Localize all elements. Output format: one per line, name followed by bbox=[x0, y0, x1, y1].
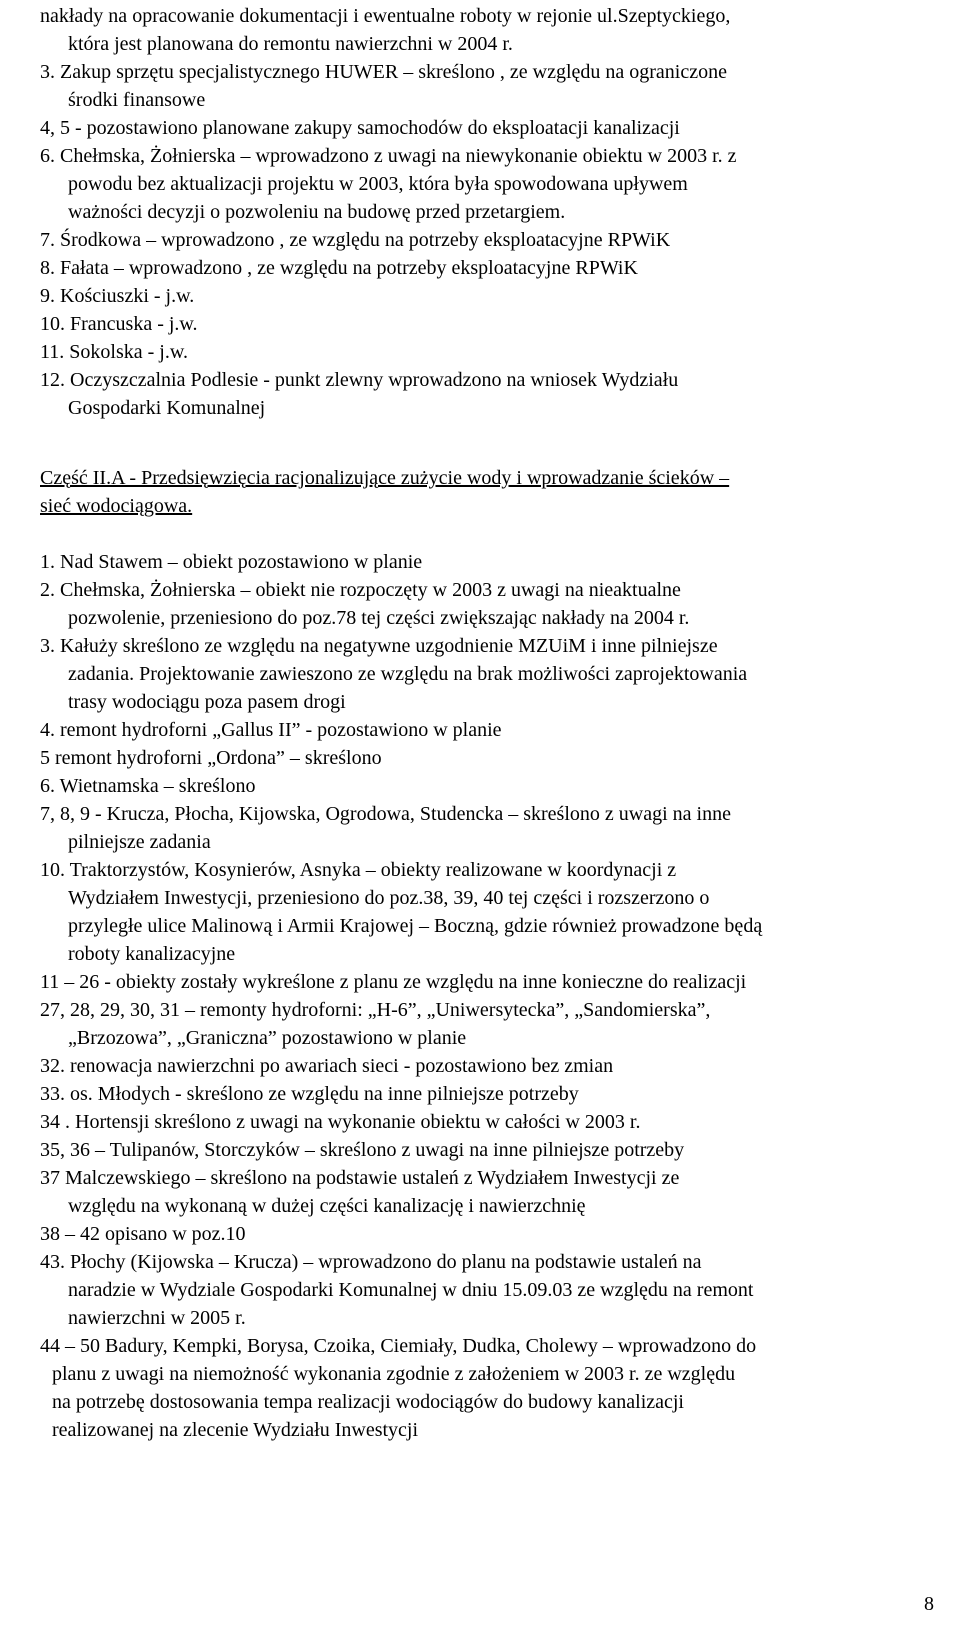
list-item: 27, 28, 29, 30, 31 – remonty hydroforni: „H-6”, „Uniwersytecka”, „Sandomierska”, bbox=[40, 999, 711, 1021]
text-line: planu z uwagi na niemożność wykonania zgodnie z założeniem w 2003 r. ze względu bbox=[52, 1363, 736, 1385]
list-item: 3. Zakup sprzętu specjalistycznego HUWER – skreślono , ze względu na ograniczone bbox=[40, 61, 727, 83]
text-line: względu na wykonaną w dużej części kanalizację i nawierzchnię bbox=[68, 1195, 586, 1217]
text-line: na potrzebę dostosowania tempa realizacji wodociągów do budowy kanalizacji bbox=[52, 1391, 684, 1413]
text-line: Wydziałem Inwestycji, przeniesiono do poz.38, 39, 40 tej części i rozszerzono o bbox=[68, 887, 710, 909]
text-line: naradzie w Wydziale Gospodarki Komunalnej w dniu 15.09.03 ze względu na remont bbox=[68, 1279, 754, 1301]
list-item: 6. Wietnamska – skreślono bbox=[40, 775, 256, 797]
list-item: 33. os. Młodych - skreślono ze względu na inne pilniejsze potrzeby bbox=[40, 1083, 579, 1105]
list-item: 32. renowacja nawierzchni po awariach sieci - pozostawiono bez zmian bbox=[40, 1055, 614, 1077]
list-item: 11. Sokolska - j.w. bbox=[40, 341, 188, 363]
list-item: 4, 5 - pozostawiono planowane zakupy samochodów do eksploatacji kanalizacji bbox=[40, 117, 680, 139]
list-item: 12. Oczyszczalnia Podlesie - punkt zlewny wprowadzono na wniosek Wydziału bbox=[40, 369, 679, 391]
text-line: ważności decyzji o pozwoleniu na budowę przed przetargiem. bbox=[68, 201, 566, 223]
list-item: 1. Nad Stawem – obiekt pozostawiono w planie bbox=[40, 551, 423, 573]
list-item: 8. Fałata – wprowadzono , ze względu na potrzeby eksploatacyjne RPWiK bbox=[40, 257, 638, 279]
list-item: 43. Płochy (Kijowska – Krucza) – wprowadzono do planu na podstawie ustaleń na bbox=[40, 1251, 702, 1273]
list-item: 10. Traktorzystów, Kosynierów, Asnyka – obiekty realizowane w koordynacji z bbox=[40, 859, 677, 881]
section-heading bbox=[40, 464, 940, 520]
list-item: 6. Chełmska, Żołnierska – wprowadzono z uwagi na niewykonanie obiektu w 2003 r. z bbox=[40, 145, 737, 167]
text-line: pozwolenie, przeniesiono do poz.78 tej części zwiększając nakłady na 2004 r. bbox=[68, 607, 690, 629]
list-item: 38 – 42 opisano w poz.10 bbox=[40, 1223, 246, 1245]
section-heading-line: Część II.A - Przedsięwzięcia racjonalizujące zużycie wody i wprowadzanie ścieków – bbox=[40, 467, 730, 489]
text-line: Gospodarki Komunalnej bbox=[68, 397, 266, 419]
text-line: która jest planowana do remontu nawierzchni w 2004 r. bbox=[68, 33, 513, 55]
text-line: zadania. Projektowanie zawieszono ze względu na brak możliwości zaprojektowania bbox=[68, 663, 748, 685]
list-item: 37 Malczewskiego – skreślono na podstawie ustaleń z Wydziałem Inwestycji ze bbox=[40, 1167, 680, 1189]
list-item: 5 remont hydroforni „Ordona” – skreślono bbox=[40, 747, 382, 769]
text-line: nakłady na opracowanie dokumentacji i ewentualne roboty w rejonie ul.Szeptyckiego, bbox=[40, 5, 731, 27]
page-number: 8 bbox=[924, 1593, 934, 1615]
text-line: roboty kanalizacyjne bbox=[68, 943, 236, 965]
list-item: 3. Kałuży skreślono ze względu na negatywne uzgodnienie MZUiM i inne pilniejsze bbox=[40, 635, 718, 657]
list-item: 10. Francuska - j.w. bbox=[40, 313, 198, 335]
text-line: „Brzozowa”, „Graniczna” pozostawiono w planie bbox=[68, 1027, 467, 1049]
text-line: nawierzchni w 2005 r. bbox=[68, 1307, 246, 1329]
text-line: powodu bez aktualizacji projektu w 2003, która była spowodowana upływem bbox=[68, 173, 688, 195]
list-item: 7. Środkowa – wprowadzono , ze względu na potrzeby eksploatacyjne RPWiK bbox=[40, 229, 671, 251]
list-item: 9. Kościuszki - j.w. bbox=[40, 285, 195, 307]
list-item: 44 – 50 Badury, Kempki, Borysa, Czoika, Ciemiały, Dudka, Cholewy – wprowadzono do bbox=[40, 1335, 757, 1357]
text-line: pilniejsze zadania bbox=[68, 831, 211, 853]
section-body bbox=[40, 548, 940, 1444]
list-item: 2. Chełmska, Żołnierska – obiekt nie rozpoczęty w 2003 z uwagi na nieaktualne bbox=[40, 579, 681, 601]
text-line: trasy wodociągu poza pasem drogi bbox=[68, 691, 346, 713]
list-item: 11 – 26 - obiekty zostały wykreślone z planu ze względu na inne konieczne do realizacji bbox=[40, 971, 747, 993]
text-line: środki finansowe bbox=[68, 89, 206, 111]
list-item: 34 . Hortensji skreślono z uwagi na wykonanie obiektu w całości w 2003 r. bbox=[40, 1111, 641, 1133]
section-top bbox=[40, 2, 940, 422]
text-line: przyległe ulice Malinową i Armii Krajowej – Boczną, gdzie również prowadzone będą bbox=[68, 915, 763, 937]
list-item: 35, 36 – Tulipanów, Storczyków – skreślono z uwagi na inne pilniejsze potrzeby bbox=[40, 1139, 685, 1161]
list-item: 7, 8, 9 - Krucza, Płocha, Kijowska, Ogrodowa, Studencka – skreślono z uwagi na inne bbox=[40, 803, 731, 825]
section-heading-line: sieć wodociągowa. bbox=[40, 495, 193, 517]
text-line: realizowanej na zlecenie Wydziału Inwestycji bbox=[52, 1419, 419, 1441]
list-item: 4. remont hydroforni „Gallus II” - pozostawiono w planie bbox=[40, 719, 502, 741]
